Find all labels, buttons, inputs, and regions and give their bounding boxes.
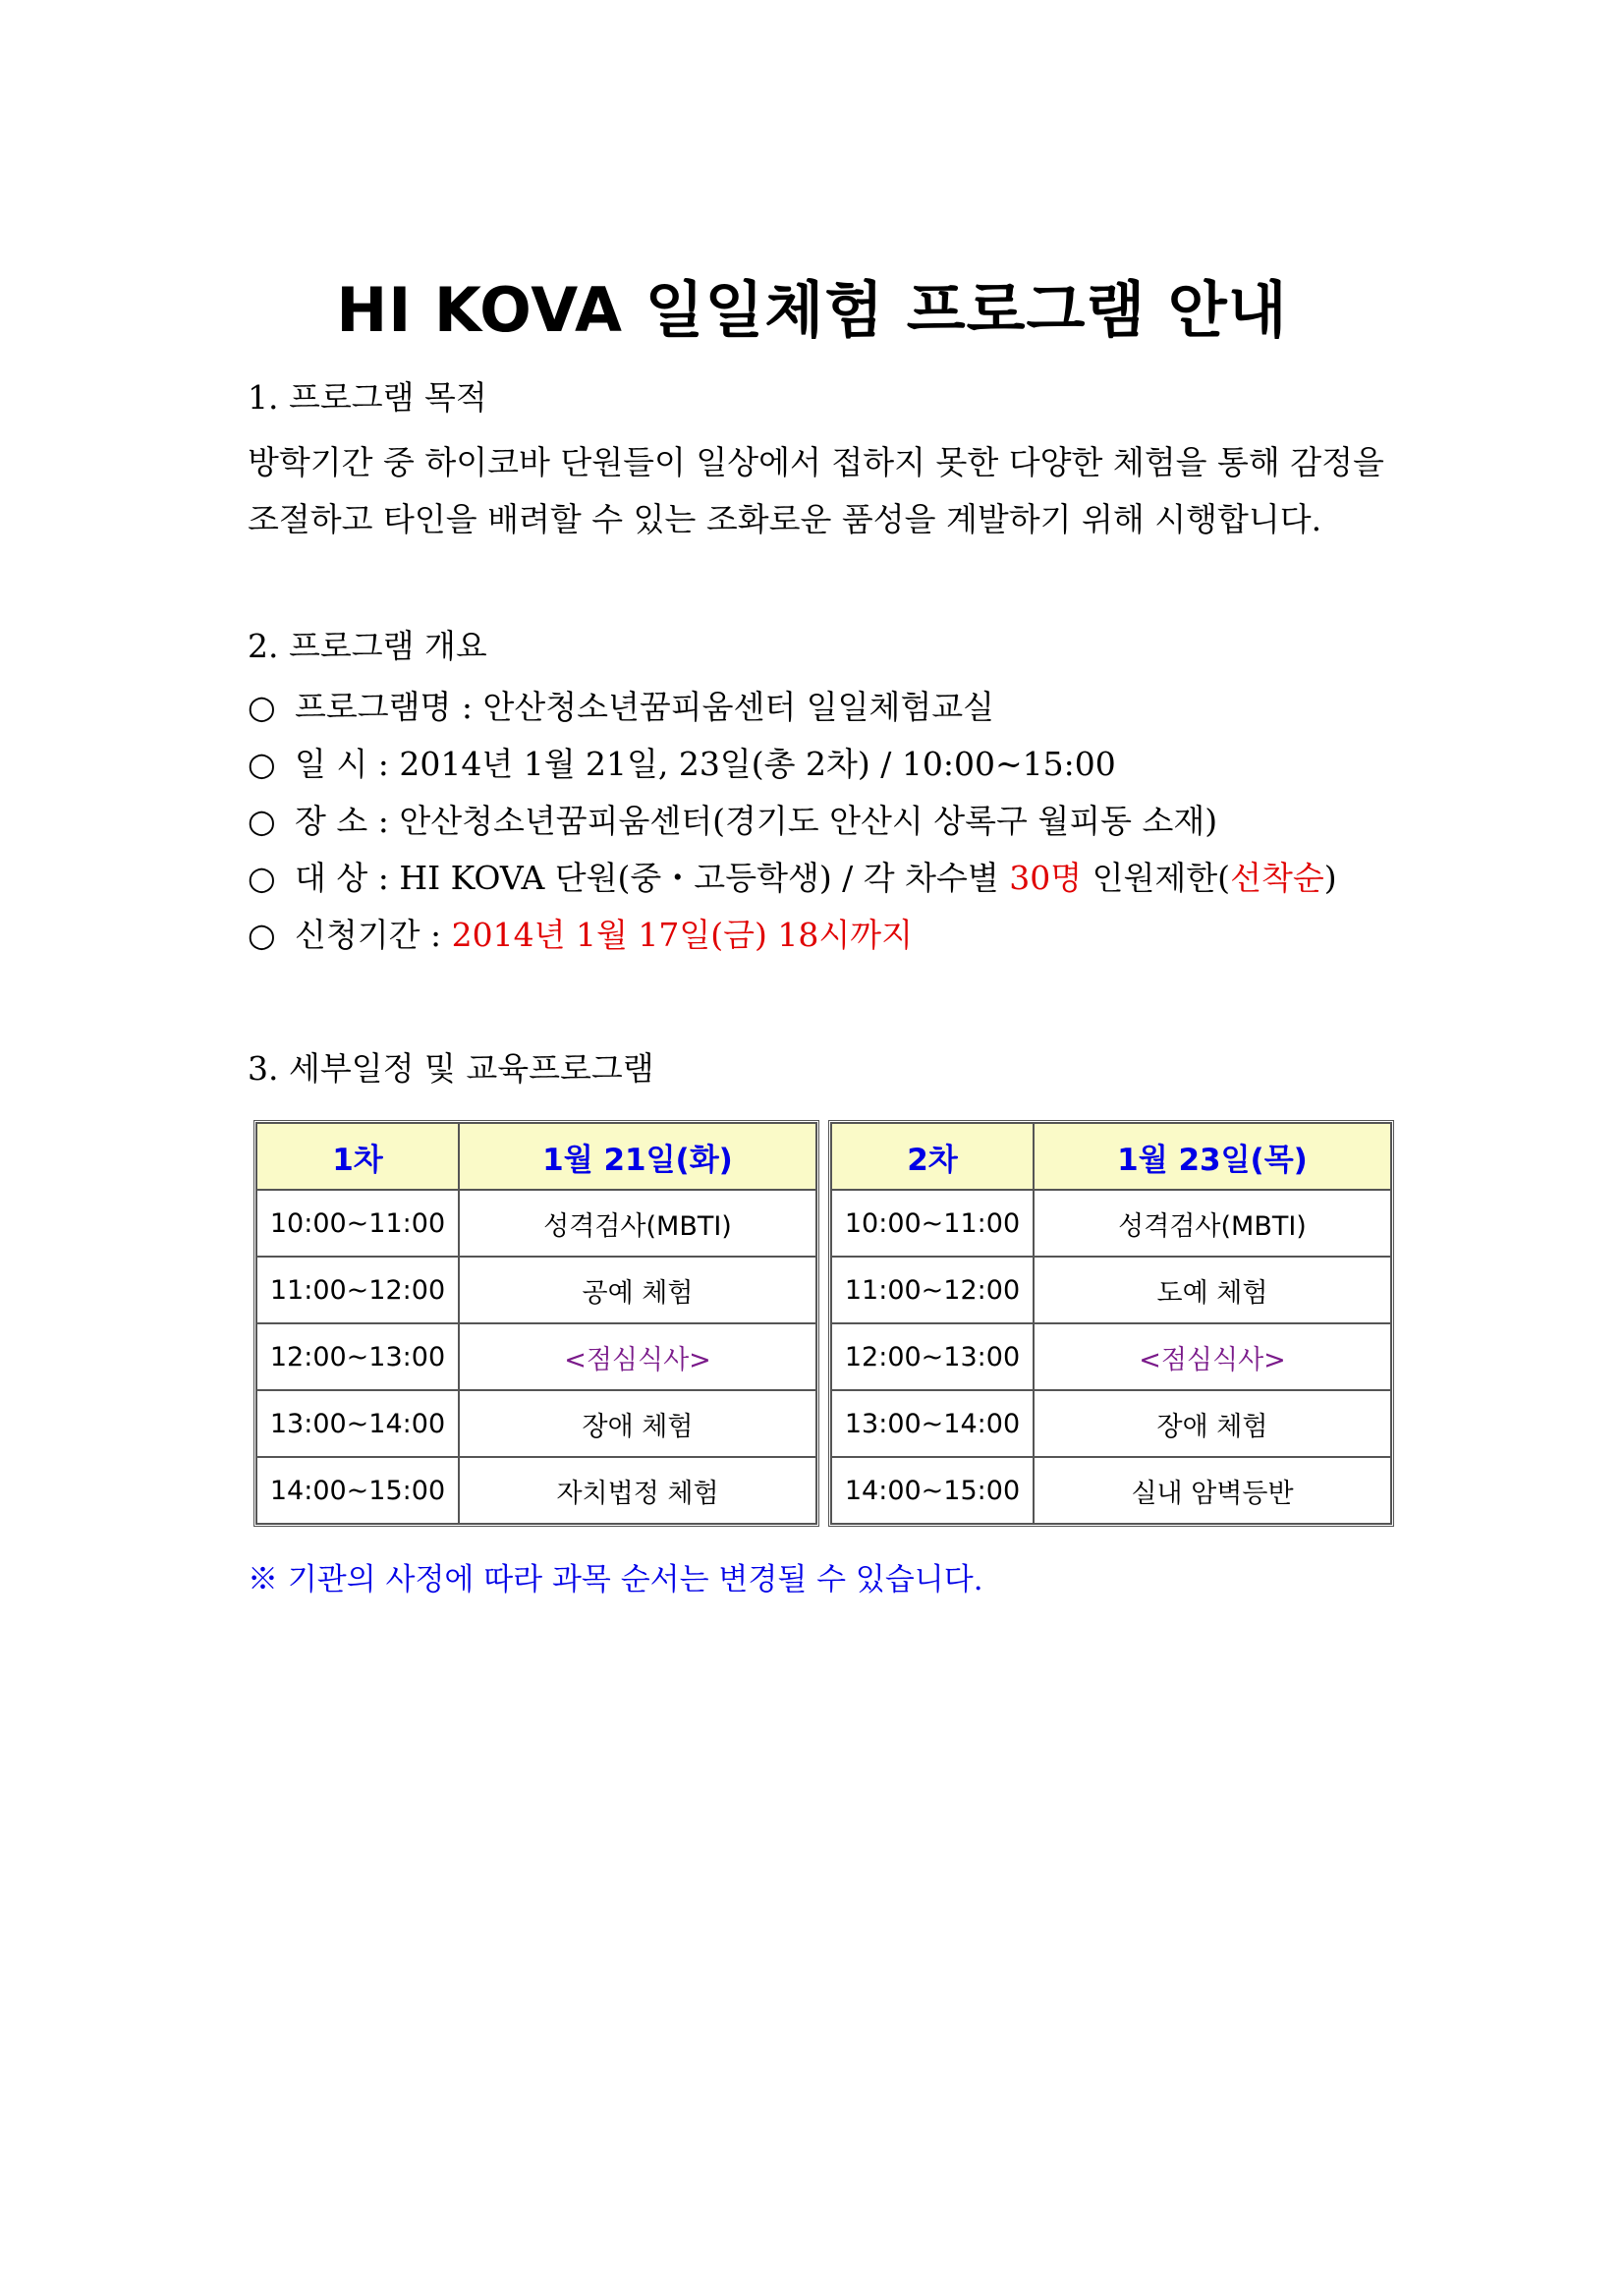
overview-name: ○ 프로그램명 : 안산청소년꿈피움센터 일일체험교실	[248, 688, 995, 726]
table-row: 12:00~13:00 <점심식사>	[831, 1323, 1391, 1390]
purpose-line-2: 조절하고 타인을 배려할 수 있는 조화로운 품성을 계발하기 위해 시행합니다.	[248, 500, 1322, 538]
target-order: 선착순	[1230, 859, 1324, 897]
target-count: 30명	[1009, 859, 1083, 897]
bullet-icon: ○	[248, 745, 276, 783]
bullet-icon: ○	[248, 688, 276, 726]
bullet-icon: ○	[248, 802, 276, 840]
table-row: 14:00~15:00 실내 암벽등반	[831, 1457, 1391, 1524]
overview-target: ○ 대 상 : HI KOVA 단원(중・고등학생) / 각 차수별 30명 인원제한(선착순)	[248, 859, 1337, 897]
table-row: 10:00~11:00 성격검사(MBTI)	[256, 1190, 816, 1257]
overview-apply: ○ 신청기간 : 2014년 1월 17일(금) 18시까지	[248, 916, 913, 954]
purpose-line-1: 방학기간 중 하이코바 단원들이 일상에서 접하지 못한 다양한 체험을 통해 감정을	[248, 443, 1384, 481]
section-overview-heading: 2. 프로그램 개요	[248, 627, 487, 665]
table-row: 10:00~11:00 성격검사(MBTI)	[831, 1190, 1391, 1257]
table-row: 13:00~14:00 장애 체험	[256, 1390, 816, 1457]
bullet-icon: ○	[248, 859, 276, 897]
section-purpose-body	[248, 434, 1387, 548]
table-row: 11:00~12:00 도예 체험	[831, 1257, 1391, 1323]
bullet-icon: ○	[248, 916, 276, 954]
table-header-row	[256, 1123, 816, 1190]
table-header-row	[831, 1123, 1391, 1190]
table-row: 14:00~15:00 자치법정 체험	[256, 1457, 816, 1524]
overview-place: ○ 장 소 : 안산청소년꿈피움센터(경기도 안산시 상록구 월피동 소재)	[248, 802, 1218, 840]
overview-date: ○ 일 시 : 2014년 1월 21일, 23일(총 2차) / 10:00~15:00	[248, 745, 1116, 783]
section-schedule-heading: 3. 세부일정 및 교육프로그램	[248, 1049, 654, 1088]
round-label: 2차	[831, 1123, 1034, 1190]
schedule-table-round-1	[253, 1120, 819, 1527]
table-row: 12:00~13:00 <점심식사>	[256, 1323, 816, 1390]
page-title: HI KOVA 일일체험 프로그램 안내	[336, 274, 1288, 346]
footnote: ※ 기관의 사정에 따라 과목 순서는 변경될 수 있습니다.	[248, 1562, 983, 1597]
round-date: 1월 21일(화)	[459, 1123, 816, 1190]
section-purpose-heading: 1. 프로그램 목적	[248, 378, 487, 417]
round-date: 1월 23일(목)	[1034, 1123, 1391, 1190]
round-label: 1차	[256, 1123, 459, 1190]
schedule-table-round-2	[828, 1120, 1394, 1527]
apply-period: 2014년 1월 17일(금) 18시까지	[451, 916, 913, 954]
table-row: 11:00~12:00 공예 체험	[256, 1257, 816, 1323]
table-row: 13:00~14:00 장애 체험	[831, 1390, 1391, 1457]
